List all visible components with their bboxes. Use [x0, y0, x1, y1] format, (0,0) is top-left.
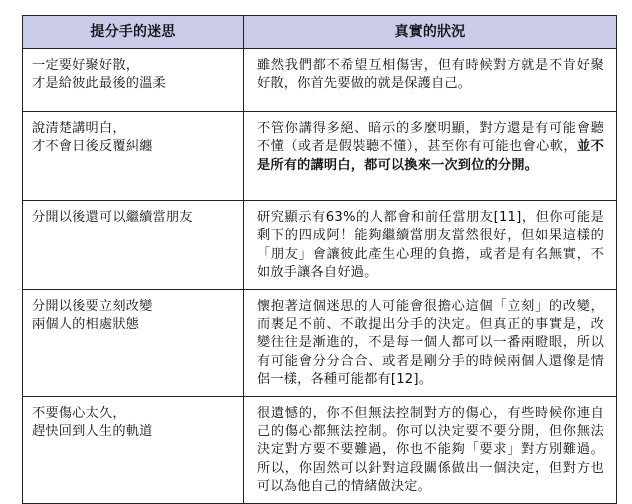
- myth-line: 分開以後還可以繼續當朋友: [32, 210, 193, 225]
- reality-text: 不管你講得多絕、暗示的多麼明顯，對方還是有可能會聽不懂（或者是假裝聽不懂），甚至你有可能也會心軟，: [257, 121, 604, 155]
- reality-cell: [244, 112, 617, 201]
- myth-line: 不要傷心太久，: [32, 405, 126, 421]
- table-header-row: [23, 16, 617, 49]
- reality-text: 很遺憾的，你不但無法控制對方的傷心，有些時候你連自己的傷心都無法控制。你可以決定要不要分開，但你無法決定對方要不要難過，你也不能夠「要求」對方別難過。所以，你固然可以針對這段關係做出一個決定，但對方也可以為他自己的情緒做決定。: [257, 405, 604, 495]
- reality-text: 雖然我們都不希望互相傷害，但有時候對方就是不肯好聚好散，你首先要做的就是保護自己。: [257, 58, 604, 92]
- reality-cell: [244, 289, 617, 396]
- myth-line: 分開以後要立刻改變: [32, 298, 153, 314]
- reality-text: 懷抱著這個迷思的人可能會很擔心這個「立刻」的改變，而裹足不前、不敢提出分手的決定。但真正的事實是，改變往往是漸進的，不是每一個人都可以一番兩瞪眼，所以有可能會分分合合、或者是剛分手的時候兩個人還像是情侶一樣，各種可能都有[12]。: [257, 298, 604, 388]
- table-row: [23, 201, 617, 290]
- reality-cell: [244, 201, 617, 290]
- table-row: [23, 289, 617, 396]
- myth-line: 說清楚講明白，: [32, 121, 126, 136]
- myth-cell: [23, 289, 244, 396]
- myth-line: 兩個人的相處狀態: [32, 317, 140, 333]
- myth-cell: [23, 49, 244, 112]
- table-row: [23, 112, 617, 201]
- myth-cell: [23, 396, 244, 503]
- myth-cell: [23, 201, 244, 290]
- header-reality: 真實的狀況: [244, 16, 617, 49]
- reality-cell: [244, 49, 617, 112]
- myth-cell: [23, 112, 244, 201]
- reality-emphasis: 並不是所有的講明白，都可以換來一次到位的分開。: [257, 139, 604, 173]
- reality-cell: [244, 396, 617, 503]
- myth-reality-table: [22, 15, 617, 504]
- header-myth: 提分手的迷思: [23, 16, 244, 49]
- myth-line: 一定要好聚好散，: [32, 58, 140, 73]
- myth-line: 才是給彼此最後的溫柔: [32, 76, 166, 92]
- reality-text: 研究顯示有63%的人都會和前任當朋友[11]，但你可能是剩下的四成阿！能夠繼續當朋友當然很好，但如果這樣的「朋友」會讓彼此產生心理的負擔，或者是有名無實，不如放手讓各自好過。: [257, 210, 604, 281]
- myth-line: 趕快回到人生的軌道: [32, 424, 153, 440]
- table-row: [23, 49, 617, 112]
- myth-line: 才不會日後反覆糾纏: [32, 139, 153, 155]
- table-row: [23, 396, 617, 503]
